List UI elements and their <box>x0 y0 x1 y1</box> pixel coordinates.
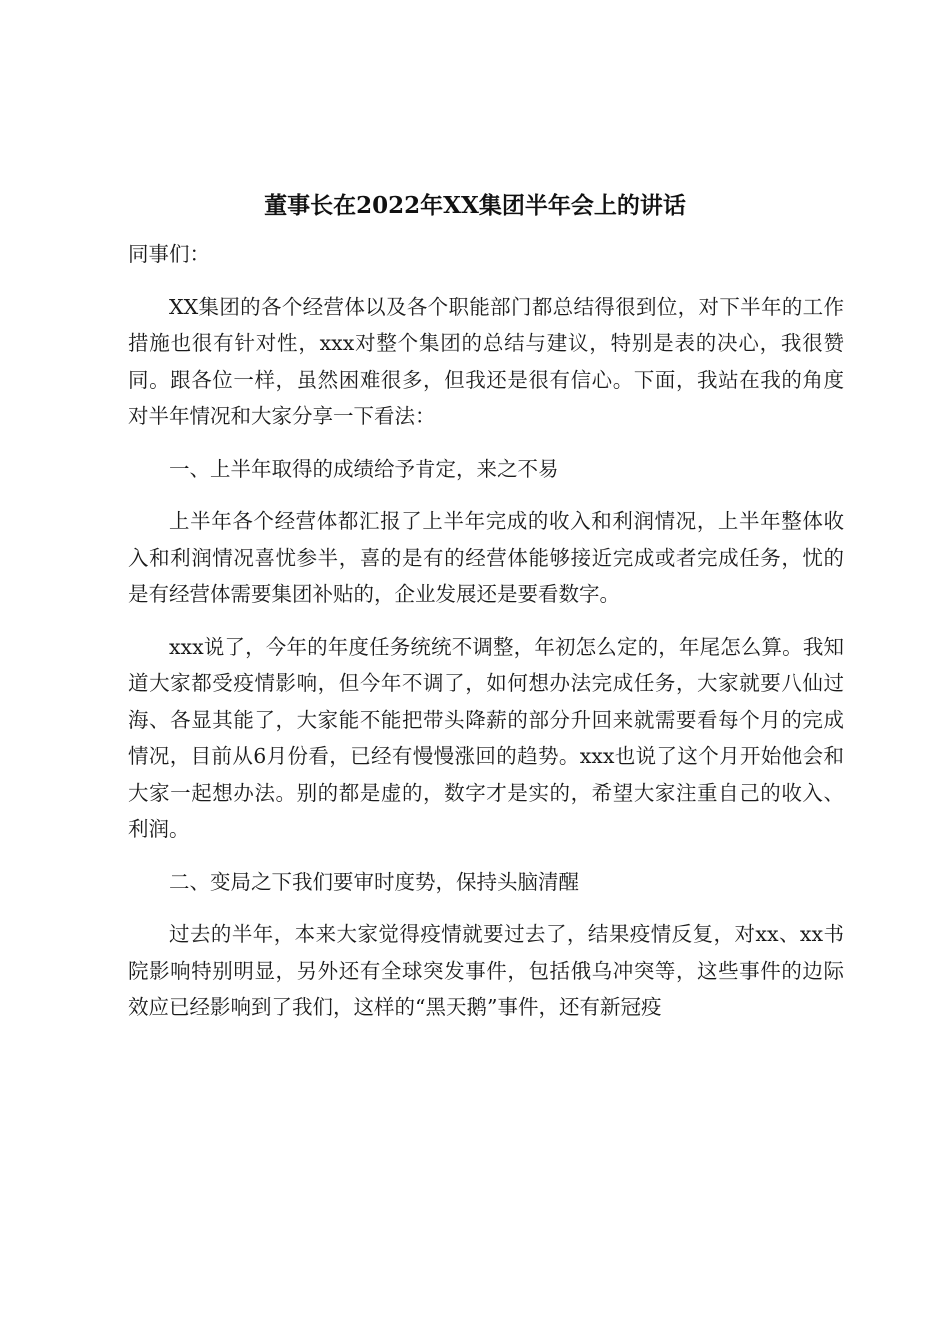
paragraph-section-1b: xxx说了，今年的年度任务统统不调整，年初怎么定的，年尾怎么算。我知道大家都受疫情影响，但今年不调了，如何想办法完成任务，大家就要八仙过海、各显其能了，大家能不能把带头降薪的部分升回来就需要看每个月的完成情况，目前从6月份看，已经有慢慢涨回的趋势。xxx也说了这个月开始他会和大家一起想办法。别的都是虚的，数字才是实的，希望大家注重自己的收入、利润。 <box>128 634 844 841</box>
paragraph-intro: XX集团的各个经营体以及各个职能部门都总结得很到位，对下半年的工作措施也很有针对性，xxx对整个集团的总结与建议，特别是表的决心，我很赞同。跟各位一样，虽然困难很多，但我还是很有信心。下面，我站在我的角度对半年情况和大家分享一下看法： <box>128 294 844 428</box>
document-body <box>128 210 844 1026</box>
document-title: 董事长在2022年XX集团半年会上的讲话 <box>264 192 686 219</box>
paragraph-section-2a: 过去的半年，本来大家觉得疫情就要过去了，结果疫情反复，对xx、xx书院影响特别明显，另外还有全球突发事件，包括俄乌冲突等，这些事件的边际效应已经影响到了我们，这样的“黑天鹅”事件，还有新冠疫 <box>128 922 844 1019</box>
section-heading-2: 二、变局之下我们要审时度势，保持头脑清醒 <box>169 869 579 894</box>
paragraph-section-1a: 上半年各个经营体都汇报了上半年完成的收入和利润情况，上半年整体收入和利润情况喜忧参半，喜的是有的经营体能够接近完成或者完成任务，忧的是有经营体需要集团补贴的，企业发展还是要看数字。 <box>128 509 844 606</box>
salutation: 同事们： <box>128 242 210 266</box>
section-heading-1: 一、上半年取得的成绩给予肯定，来之不易 <box>169 456 559 481</box>
